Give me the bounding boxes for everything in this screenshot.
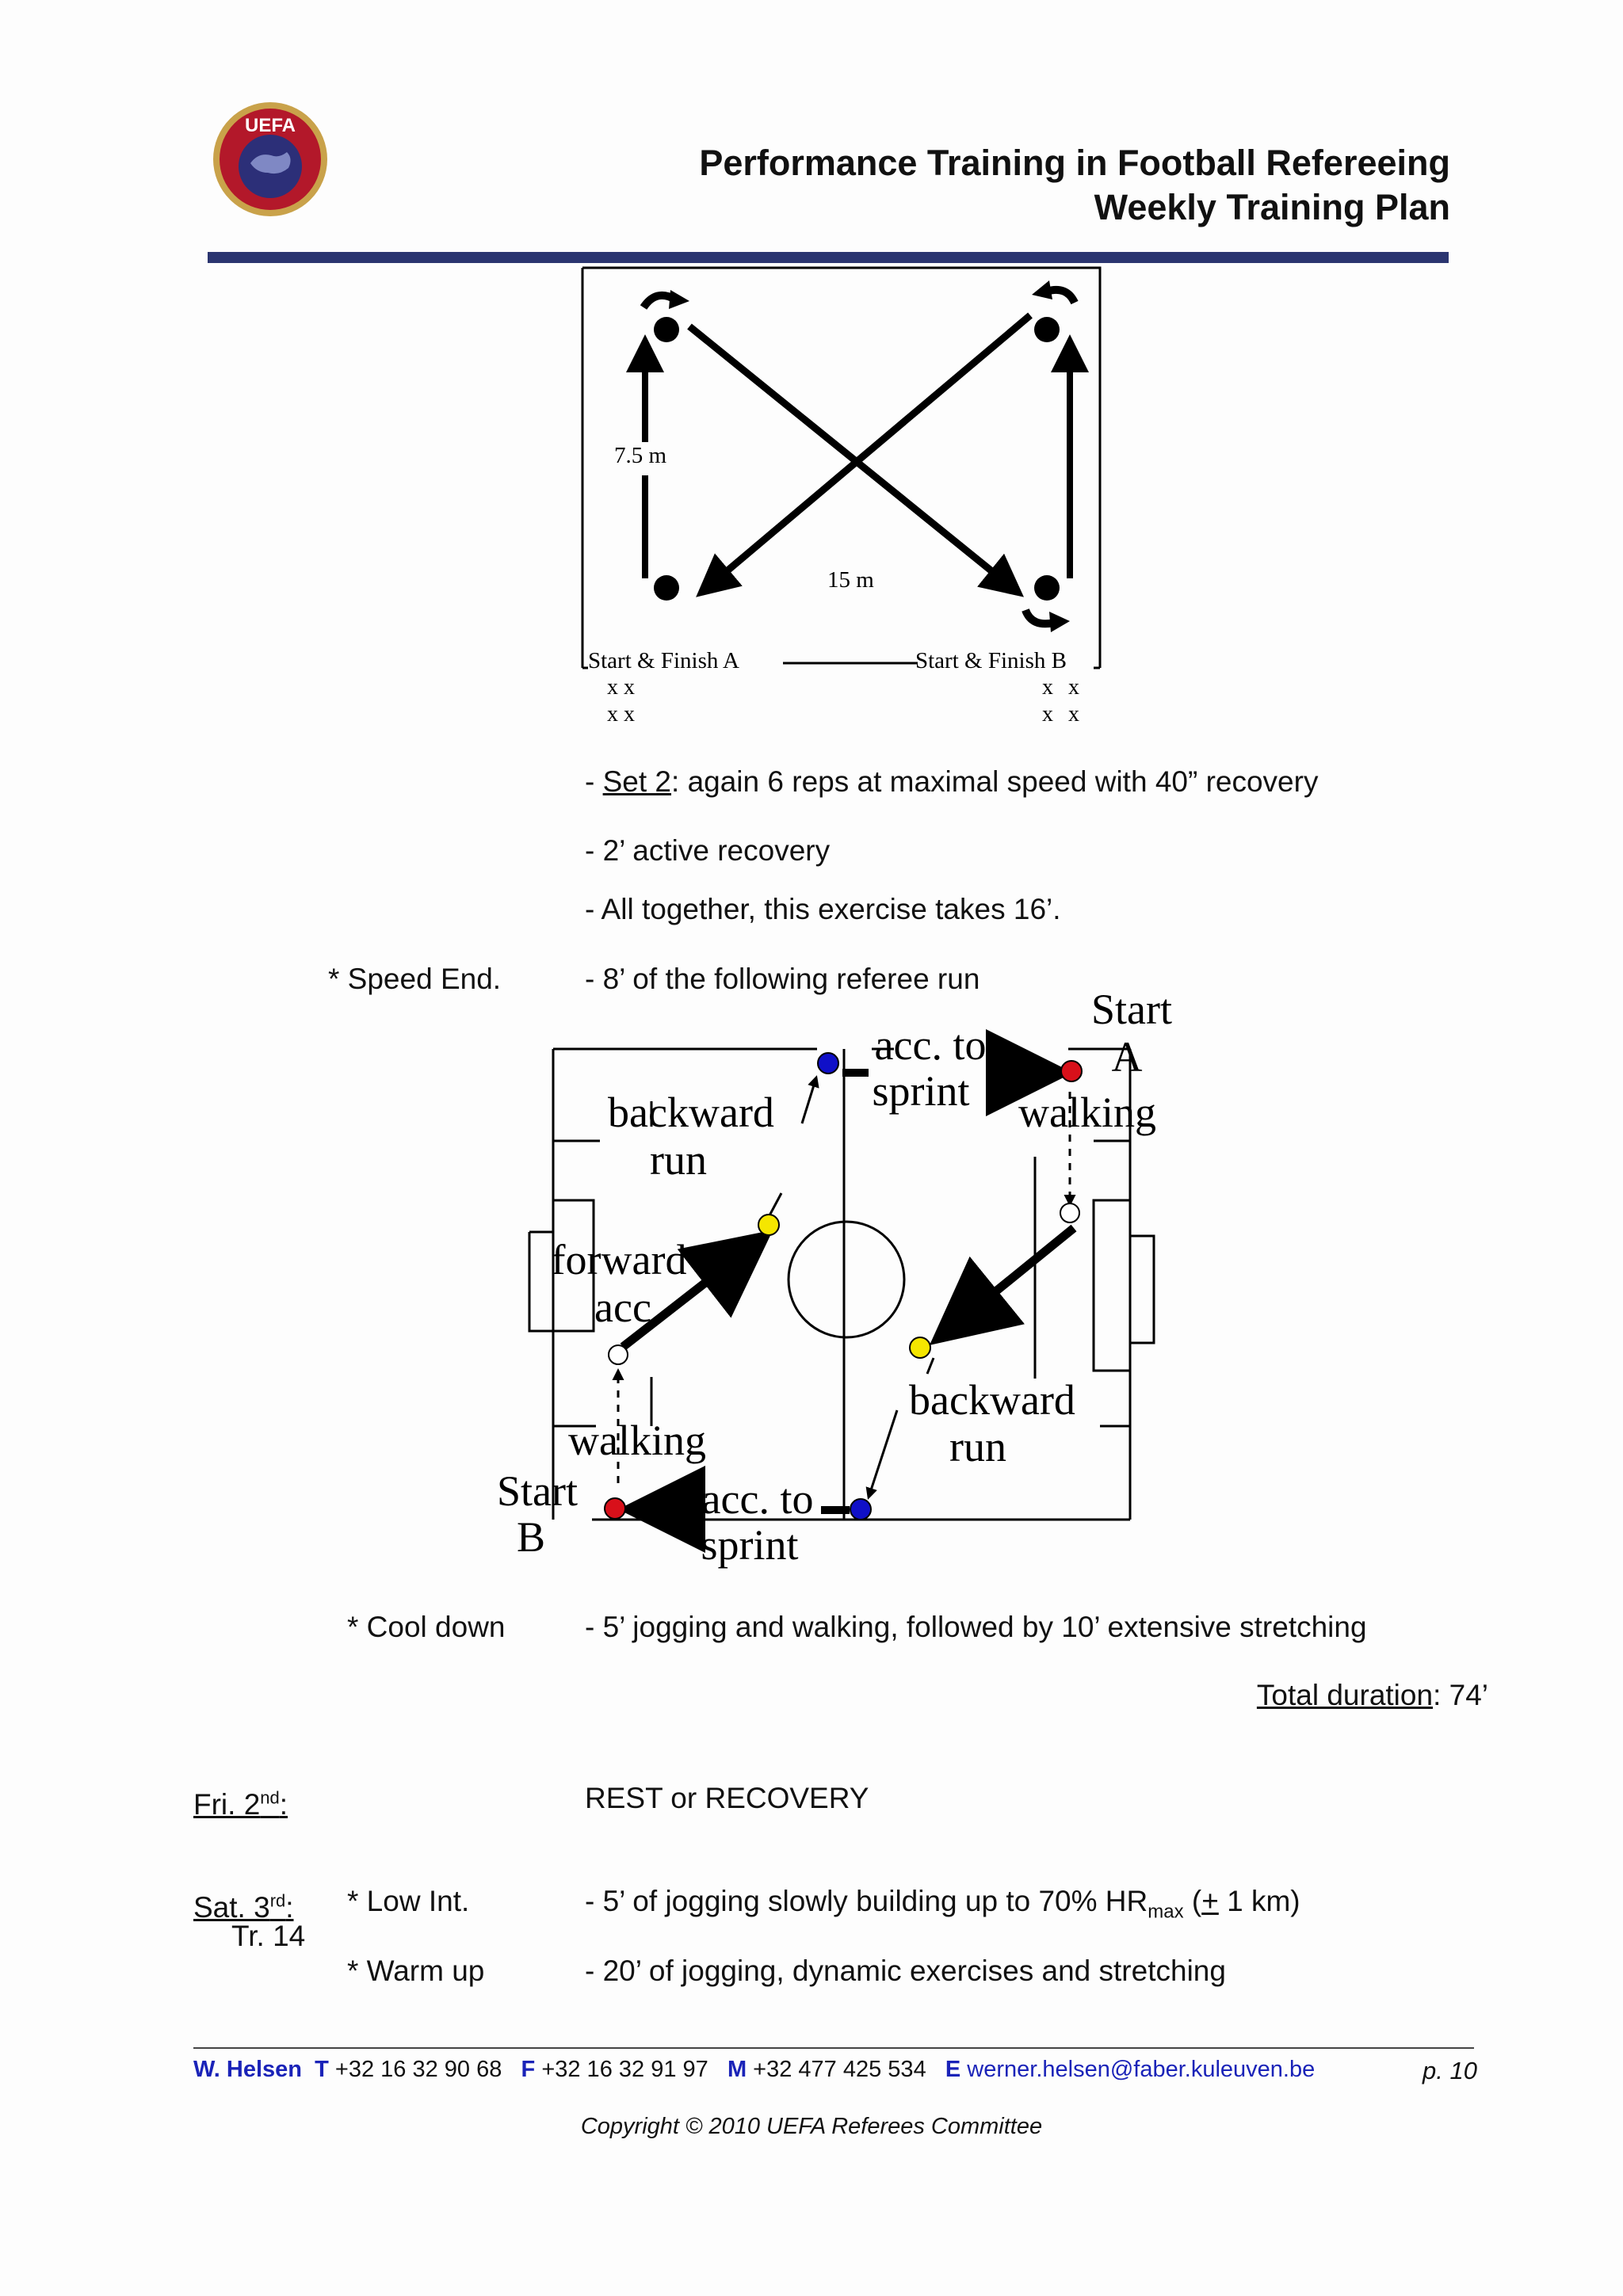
- backward-left-line1: backward: [608, 1089, 774, 1136]
- saturday-training-number: Tr. 14: [231, 1920, 306, 1952]
- footer-email[interactable]: werner.helsen@faber.kuleuven.be: [967, 2057, 1316, 2082]
- forward-acc-line1: forward: [551, 1236, 687, 1283]
- x-marks-a-row2: x x: [607, 702, 635, 727]
- footer-phone: +32 16 32 90 68: [334, 2057, 502, 2082]
- logo-text: UEFA: [244, 115, 296, 136]
- red-dot-start-b: [605, 1498, 625, 1519]
- start-a-word: Start: [1091, 990, 1172, 1033]
- start-b-word: Start: [497, 1467, 578, 1515]
- yellow-dot-left: [758, 1215, 779, 1235]
- cone-top-left: [654, 317, 679, 342]
- start-b-letter: B: [516, 1513, 546, 1561]
- walking-right-label: walking: [1018, 1089, 1156, 1136]
- distance-vertical-label: 7.5 m: [614, 443, 667, 468]
- speed-end-text: - 8’ of the following referee run: [585, 963, 980, 995]
- figure-eight-diagram: [555, 261, 1125, 737]
- start-finish-b-label: Start & Finish B: [915, 648, 1067, 673]
- blue-dot-bottom: [850, 1499, 871, 1520]
- footer-mobile: +32 477 425 534: [753, 2057, 926, 2082]
- white-dot-left: [609, 1345, 628, 1364]
- backward-right-line1: backward: [909, 1376, 1075, 1424]
- referee-run-diagram: [475, 990, 1189, 1585]
- footer-rule: [193, 2047, 1474, 2049]
- total-duration: Total duration: 74’: [1256, 1679, 1488, 1711]
- low-int-label: * Low Int.: [347, 1885, 470, 1917]
- x-marks-b-row1: x x: [1042, 675, 1084, 700]
- footer-name: W. Helsen: [193, 2057, 302, 2082]
- set2-line: - Set 2: again 6 reps at maximal speed with 40” recovery: [585, 765, 1319, 798]
- yellow-dot-right: [910, 1337, 930, 1358]
- backward-left-line2: run: [650, 1136, 707, 1184]
- set2-label: Set 2: [602, 765, 672, 798]
- blue-dot-top: [818, 1053, 838, 1074]
- low-int-text: - 5’ of jogging slowly building up to 70% $HR_{max}$ (+ 1 km): [585, 1885, 1300, 1923]
- acc-bottom-line2: sprint: [701, 1521, 799, 1569]
- footer-fax: +32 16 32 91 97: [541, 2057, 708, 2082]
- friday-label: Fri. 2nd:: [193, 1788, 288, 1821]
- red-dot-start-a: [1061, 1061, 1082, 1081]
- x-marks-a-row1: x x: [607, 675, 635, 700]
- recovery-line: - 2’ active recovery: [585, 834, 831, 867]
- start-a-letter: A: [1111, 1033, 1143, 1081]
- white-dot-right: [1060, 1203, 1079, 1222]
- x-marks-b-row2: x x: [1042, 702, 1084, 727]
- acc-bottom-line1: acc. to: [701, 1475, 814, 1523]
- cone-bottom-left: [654, 575, 679, 601]
- cone-bottom-right: [1034, 575, 1060, 601]
- distance-horizontal-label: 15 m: [827, 567, 874, 593]
- copyright: Copyright © 2010 UEFA Referees Committee: [580, 2114, 1043, 2139]
- page-subtitle: Weekly Training Plan: [1094, 187, 1450, 227]
- backward-right-line2: run: [949, 1423, 1006, 1470]
- saturday-label: Sat. 3rd:: [193, 1891, 294, 1924]
- friday-text: REST or RECOVERY: [585, 1782, 869, 1814]
- warm-up-text: - 20’ of jogging, dynamic exercises and stretching: [585, 1955, 1226, 1987]
- uefa-logo: [211, 100, 330, 219]
- page-title: Performance Training in Football Refereeing: [699, 143, 1450, 183]
- acc-top-line1: acc. to: [874, 1021, 987, 1069]
- forward-acc-line2: acc: [594, 1283, 651, 1331]
- speed-end-label: * Speed End.: [328, 963, 502, 995]
- walking-left-label: walking: [568, 1417, 706, 1464]
- footer-contact: W. Helsen T +32 16 32 90 68 F +32 16 32 91 97 M +32 477 425 534 E werner.helsen@faber.kuleuven.be: [193, 2057, 1316, 2082]
- warm-up-label: * Warm up: [347, 1955, 485, 1987]
- start-finish-a-label: Start & Finish A: [588, 648, 739, 673]
- acc-top-line2: sprint: [872, 1067, 970, 1115]
- page-number: p. 10: [1423, 2057, 1477, 2084]
- cool-down-label: * Cool down: [347, 1611, 506, 1643]
- together-line: - All together, this exercise takes 16’.: [585, 893, 1061, 925]
- cone-top-right: [1034, 317, 1060, 342]
- cool-down-text: - 5’ jogging and walking, followed by 10’ extensive stretching: [585, 1611, 1367, 1643]
